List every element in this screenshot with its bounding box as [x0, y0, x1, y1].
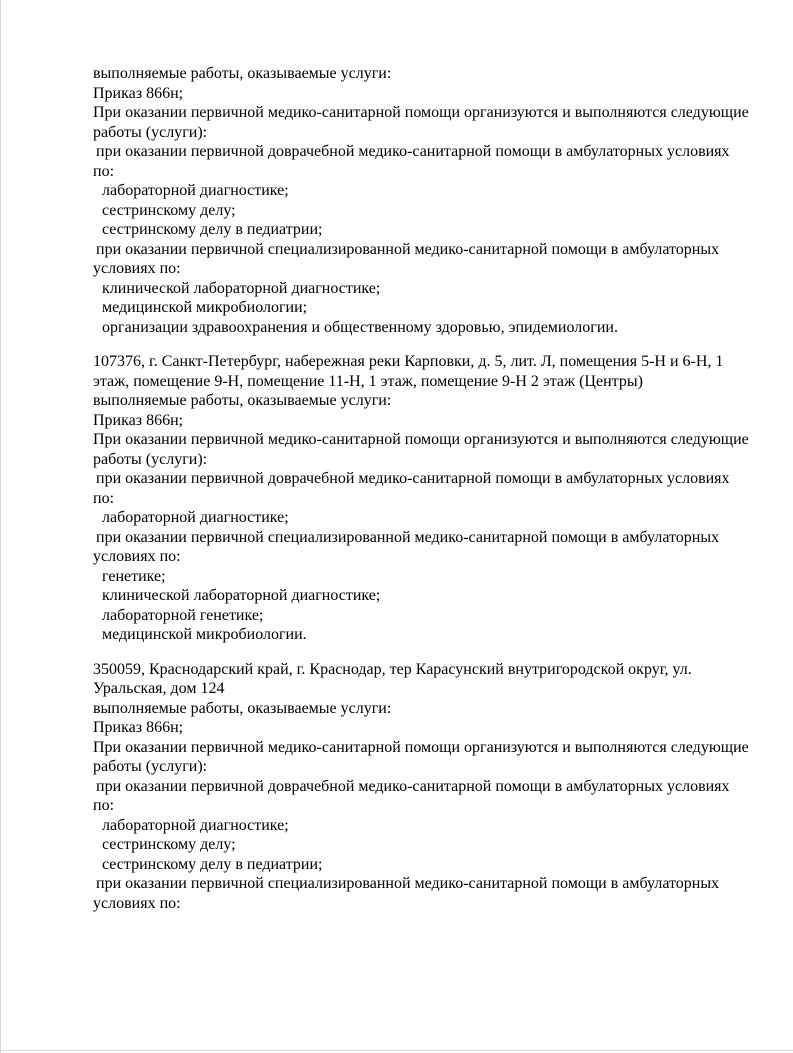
document-line: При оказании первичной медико-санитарной помощи организуются и выполняются следующие [93, 104, 749, 121]
document-line: медицинской микробиологии; [102, 299, 308, 316]
document-line: организации здравоохранения и общественному здоровью, эпидемиологии. [102, 318, 618, 336]
document-line: условиях по: [93, 548, 181, 565]
document-line: по: [93, 162, 115, 180]
document-line: клинической лабораторной диагностике; [102, 279, 381, 297]
document-section-1 [93, 64, 757, 337]
document-line: работы (услуги): [93, 758, 208, 775]
document-line: При оказании первичной медико-санитарной помощи организуются и выполняются следующие [93, 431, 749, 448]
document-line: генетике; [102, 567, 166, 585]
document-line: сестринскому делу; [102, 201, 236, 219]
document-line: 107376, г. Санкт-Петербург, набережная реки Карповки, д. 5, лит. Л, помещения 5-Н и 6-Н, 1 [93, 353, 724, 370]
document-section-2 [93, 352, 757, 645]
document-line: выполняемые работы, оказываемые услуги: [93, 392, 392, 409]
document-line: лабораторной диагностике; [102, 509, 289, 526]
document-line: медицинской микробиологии. [102, 626, 307, 643]
document-line: клинической лабораторной диагностике; [102, 587, 381, 604]
document-line: сестринскому делу в педиатрии; [102, 855, 323, 873]
document-line: по: [93, 797, 115, 814]
document-line: при оказании первичной доврачебной медико-санитарной помощи в амбулаторных условиях [96, 777, 730, 795]
document-line: Приказ 866н; [93, 84, 184, 102]
document-line: При оказании первичной медико-санитарной помощи организуются и выполняются следующие [93, 738, 749, 756]
document-line: при оказании первичной специализированной медико-санитарной помощи в амбулаторных [96, 528, 720, 546]
document-line: выполняемые работы, оказываемые услуги: [93, 699, 392, 717]
document-line: условиях по: [93, 260, 181, 277]
document-line: работы (услуги): [93, 450, 208, 468]
document-line: сестринскому делу в педиатрии; [102, 221, 323, 238]
document-line: лабораторной генетике; [102, 606, 264, 624]
document-line: этаж, помещение 9-Н, помещение 11-Н, 1 этаж, помещение 9-Н 2 этаж (Центры) [93, 372, 643, 390]
document-line: лабораторной диагностике; [102, 816, 289, 834]
document-line: Приказ 866н; [93, 411, 184, 429]
document-line: при оказании первичной доврачебной медико-санитарной помощи в амбулаторных условиях [96, 143, 730, 160]
document-line: Уральская, дом 124 [93, 680, 225, 697]
document-line: выполняемые работы, оказываемые услуги: [93, 65, 392, 82]
document-line: при оказании первичной специализированной медико-санитарной помощи в амбулаторных [96, 875, 720, 892]
document-line: сестринскому делу; [102, 836, 236, 853]
document-line: условиях по: [93, 894, 181, 912]
document-line: по: [93, 489, 115, 507]
document-body [1, 0, 793, 913]
document-line: лабораторной диагностике; [102, 182, 289, 199]
document-line: при оказании первичной доврачебной медико-санитарной помощи в амбулаторных условиях [96, 470, 730, 487]
document-line: при оказании первичной специализированной медико-санитарной помощи в амбулаторных [96, 240, 720, 258]
document-line: Приказ 866н; [93, 719, 184, 736]
document-line: работы (услуги): [93, 123, 208, 141]
document-section-3 [93, 660, 757, 914]
document-line: 350059, Краснодарский край, г. Краснодар, тер Карасунский внутригородской округ, ул. [93, 660, 692, 678]
bottom-border-line [1, 1050, 793, 1051]
